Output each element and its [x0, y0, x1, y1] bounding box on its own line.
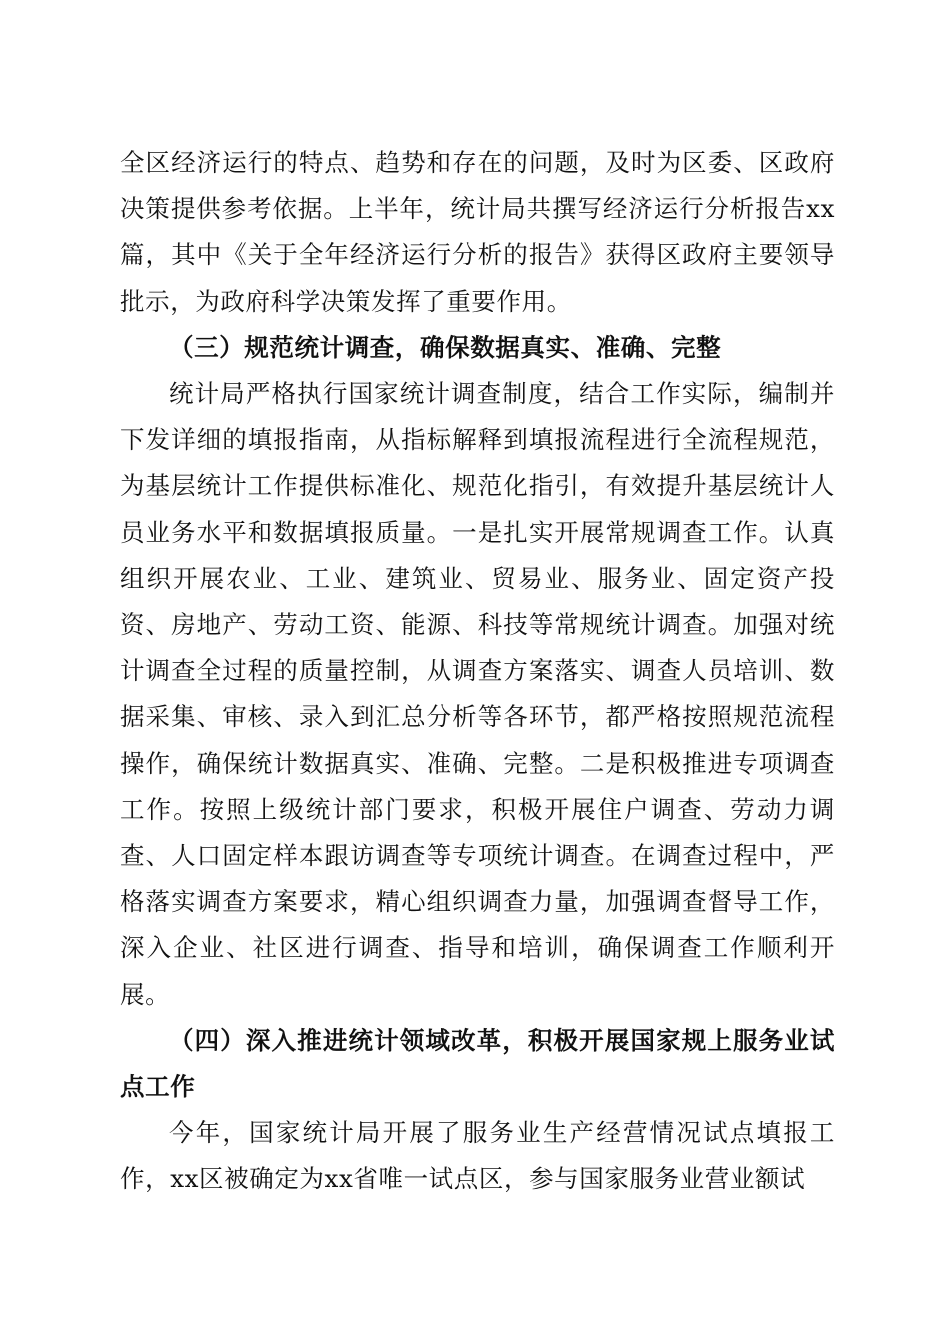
paragraph-pilot-work: 今年，国家统计局开展了服务业生产经营情况试点填报工作，xx区被确定为xx省唯一试点区，参与国家服务业营业额试: [120, 1118, 835, 1194]
section-heading-4: （四）深入推进统计领域改革，积极开展国家规上服务业试点工作: [120, 1025, 835, 1102]
paragraph-statistical-survey: 统计局严格执行国家统计调查制度，结合工作实际，编制并下发详细的填报指南，从指标解释到填报流程进行全流程规范，为基层统计工作提供标准化、规范化指引，有效提升基层统计人员业务水平和数据填报质量。一是扎实开展常规调查工作。认真组织开展农业、工业、建筑业、贸易业、服务业、固定资产投资、房地产、劳动工资、能源、科技等常规统计调查。加强对统计调查全过程的质量控制，从调查方案落实、调查人员培训、数据采集、审核、录入到汇总分析等各环节，都严格按照规范流程操作，确保统计数据真实、准确、完整。二是积极推进专项调查工作。按照上级统计部门要求，积极开展住户调查、劳动力调查、人口固定样本跟访调查等专项统计调查。在调查过程中，严格落实调查方案要求，精心组织调查力量，加强调查督导工作，深入企业、社区进行调查、指导和培训，确保调查工作顺利开展。: [120, 379, 835, 1009]
paragraph-economic-analysis: 全区经济运行的特点、趋势和存在的问题，及时为区委、区政府决策提供参考依据。上半年，统计局共撰写经济运行分析报告xx篇，其中《关于全年经济运行分析的报告》获得区政府主要领导批示，为政府科学决策发挥了重要作用。: [120, 148, 835, 316]
section-heading-3: （三）规范统计调查，确保数据真实、准确、完整: [169, 332, 722, 362]
document-body: [120, 140, 835, 1203]
